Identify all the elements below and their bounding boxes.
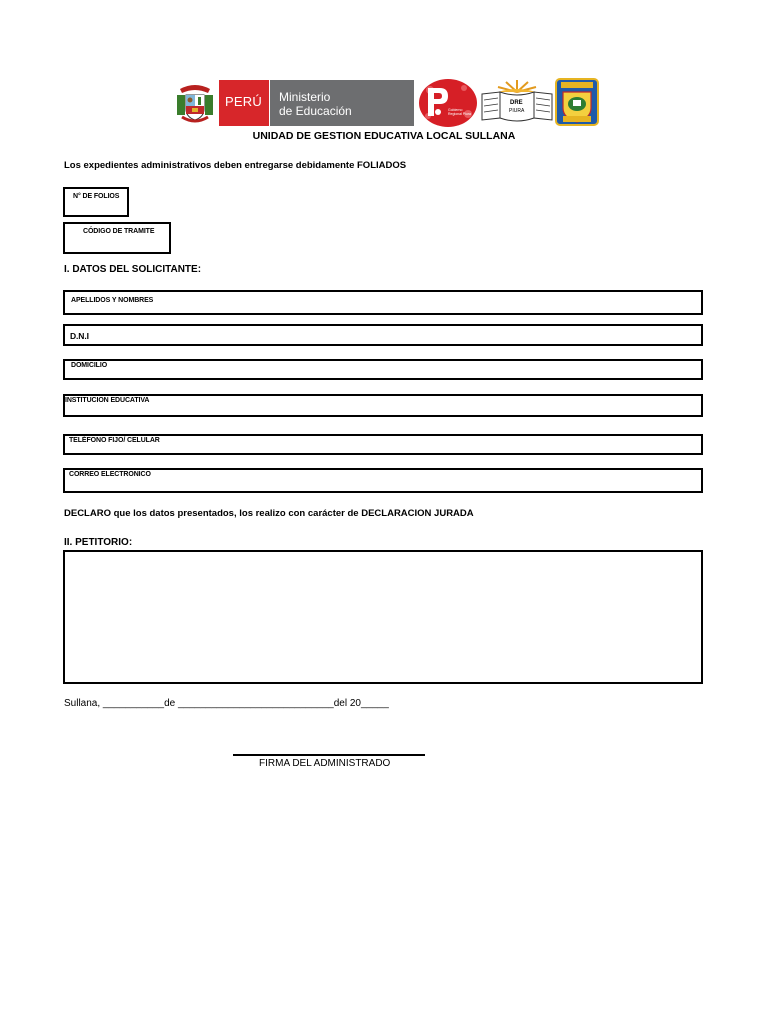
ugel-sullana-shield: [555, 78, 599, 126]
dre-label: DRE: [510, 100, 523, 106]
folios-box[interactable]: [63, 187, 129, 217]
correo-field[interactable]: [63, 468, 703, 493]
petitorio-textarea[interactable]: [63, 550, 703, 684]
domicilio-label: DOMICILIO: [71, 362, 108, 369]
telefono-label: TELÉFONO FIJO/ CELULAR: [69, 437, 160, 444]
codigo-tramite-box[interactable]: [63, 222, 171, 254]
section-2-title: II. PETITORIO:: [64, 537, 133, 548]
firma-label: FIRMA DEL ADMINISTRADO: [259, 758, 391, 769]
apellidos-label: APELLIDOS Y NOMBRES: [71, 297, 154, 304]
peru-logo: [219, 80, 269, 126]
ministerio-line1: Ministerio: [279, 90, 331, 104]
apellidos-field[interactable]: [63, 290, 703, 315]
peru-coat-of-arms: [174, 83, 216, 125]
section-1-title: I. DATOS DEL SOLICITANTE:: [64, 264, 202, 275]
fecha-line: Sullana, ___________de ____________________________del 20_____: [64, 698, 389, 709]
declaro-text: DECLARO que los datos presentados, los realizo con carácter de DECLARACION JURADA: [64, 508, 474, 519]
dre-piura-logo: [478, 78, 556, 126]
codigo-tramite-label: CÓDIGO DE TRAMITE: [83, 228, 155, 235]
dre-sub: PIURA: [509, 108, 525, 114]
gobierno-regional-logo: [418, 78, 478, 128]
page-title: UNIDAD DE GESTION EDUCATIVA LOCAL SULLANA: [252, 130, 516, 142]
gobierno-text: Gobierno Regional Piura: [448, 108, 471, 116]
dni-field[interactable]: [63, 324, 703, 346]
notice-text: Los expedientes administrativos deben entregarse debidamente FOLIADOS: [64, 160, 407, 171]
telefono-field[interactable]: [63, 434, 703, 455]
institucion-field[interactable]: [63, 394, 703, 417]
institucion-label: INSTITUCION EDUCATIVA: [65, 397, 150, 404]
ministerio-logo: [270, 80, 414, 126]
dni-label: D.N.I: [70, 331, 89, 341]
ministerio-line2: de Educación: [279, 104, 352, 118]
domicilio-field[interactable]: [63, 359, 703, 380]
correo-label: CORREO ELECTRONICO: [69, 471, 151, 478]
folios-label: N° DE FOLIOS: [73, 193, 120, 200]
peru-label: PERÚ: [225, 94, 262, 109]
signature-line: [233, 754, 425, 756]
